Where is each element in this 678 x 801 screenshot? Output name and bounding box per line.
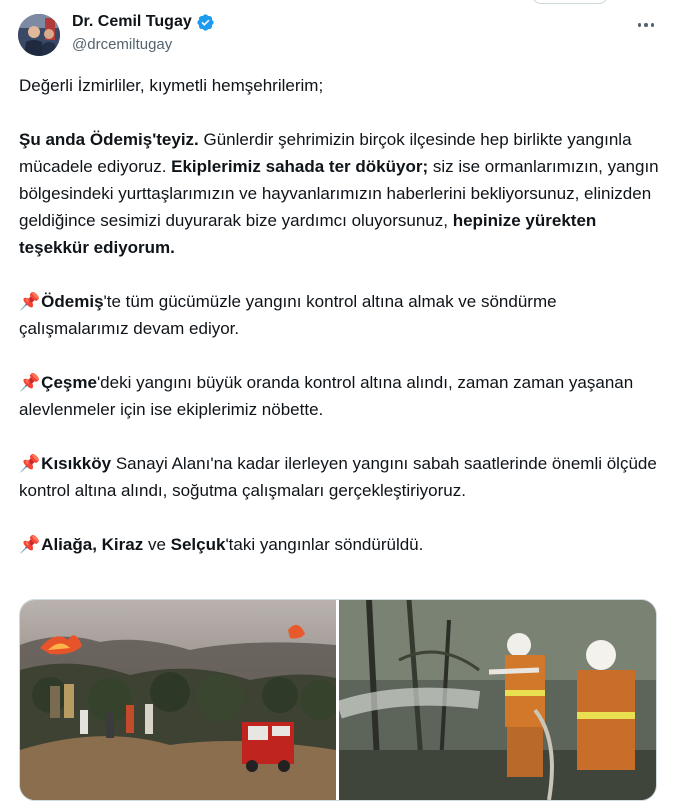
more-options-icon[interactable] (632, 16, 660, 34)
greeting-line: Değerli İzmirliler, kıymetli hemşehrilerim; (19, 76, 324, 95)
paragraph-odemis: 📌Ödemiş'te tüm gücümüzle yangını kontrol altına almak ve söndürme çalışmalarımız devam ediyor. (19, 292, 557, 338)
follow-button-edge[interactable] (532, 0, 608, 4)
author-name-row[interactable] (72, 12, 215, 32)
avatar-image (18, 14, 60, 56)
paragraph-intro: Şu anda Ödemiş'teyiz. Günlerdir şehrimizin birçok ilçesinde hep birlikte yangınla mücadele ediyoruz. Ekiplerimiz sahada ter döküyor; siz ise ormanlarımızın, yangın bölgesindeki yurttaşlarımızın ve hayvanlarımızın haberlerini bekliyorsunuz, elinizden geldiğince sesimizi duyurarak bize yardımcı oluyorsunuz, hepinize yürekten teşekkür ediyorum. (19, 130, 659, 257)
tweet-media (19, 599, 657, 801)
pushpin-icon: 📌 (19, 454, 41, 473)
firefighters-photo[interactable] (339, 600, 656, 800)
pushpin-icon: 📌 (19, 292, 41, 311)
pushpin-icon: 📌 (19, 535, 41, 554)
tweet-header (18, 12, 660, 60)
paragraph-cesme: 📌Çeşme'deki yangını büyük oranda kontrol altına alındı, zaman zaman yaşanan alevlenmeler için ise ekiplerimiz nöbette. (19, 373, 634, 419)
pushpin-icon: 📌 (19, 373, 41, 392)
avatar[interactable] (18, 14, 60, 56)
author-display-name[interactable]: Dr. Cemil Tugay (72, 13, 192, 30)
verified-badge-icon (196, 13, 215, 32)
author-handle[interactable]: @drcemiltugay (72, 36, 173, 53)
wildfire-hillside-photo[interactable] (20, 600, 336, 800)
tweet-text (19, 72, 659, 558)
paragraph-kisikkoy: 📌Kısıkköy Sanayi Alanı'na kadar ilerleyen yangını sabah saatlerinde önemli ölçüde kontrol altına alındı, soğutma çalışmaları gerçekleştiriyoruz. (19, 454, 657, 500)
paragraph-aliaga: 📌Aliağa, Kiraz ve Selçuk'taki yangınlar söndürüldü. (19, 535, 424, 554)
